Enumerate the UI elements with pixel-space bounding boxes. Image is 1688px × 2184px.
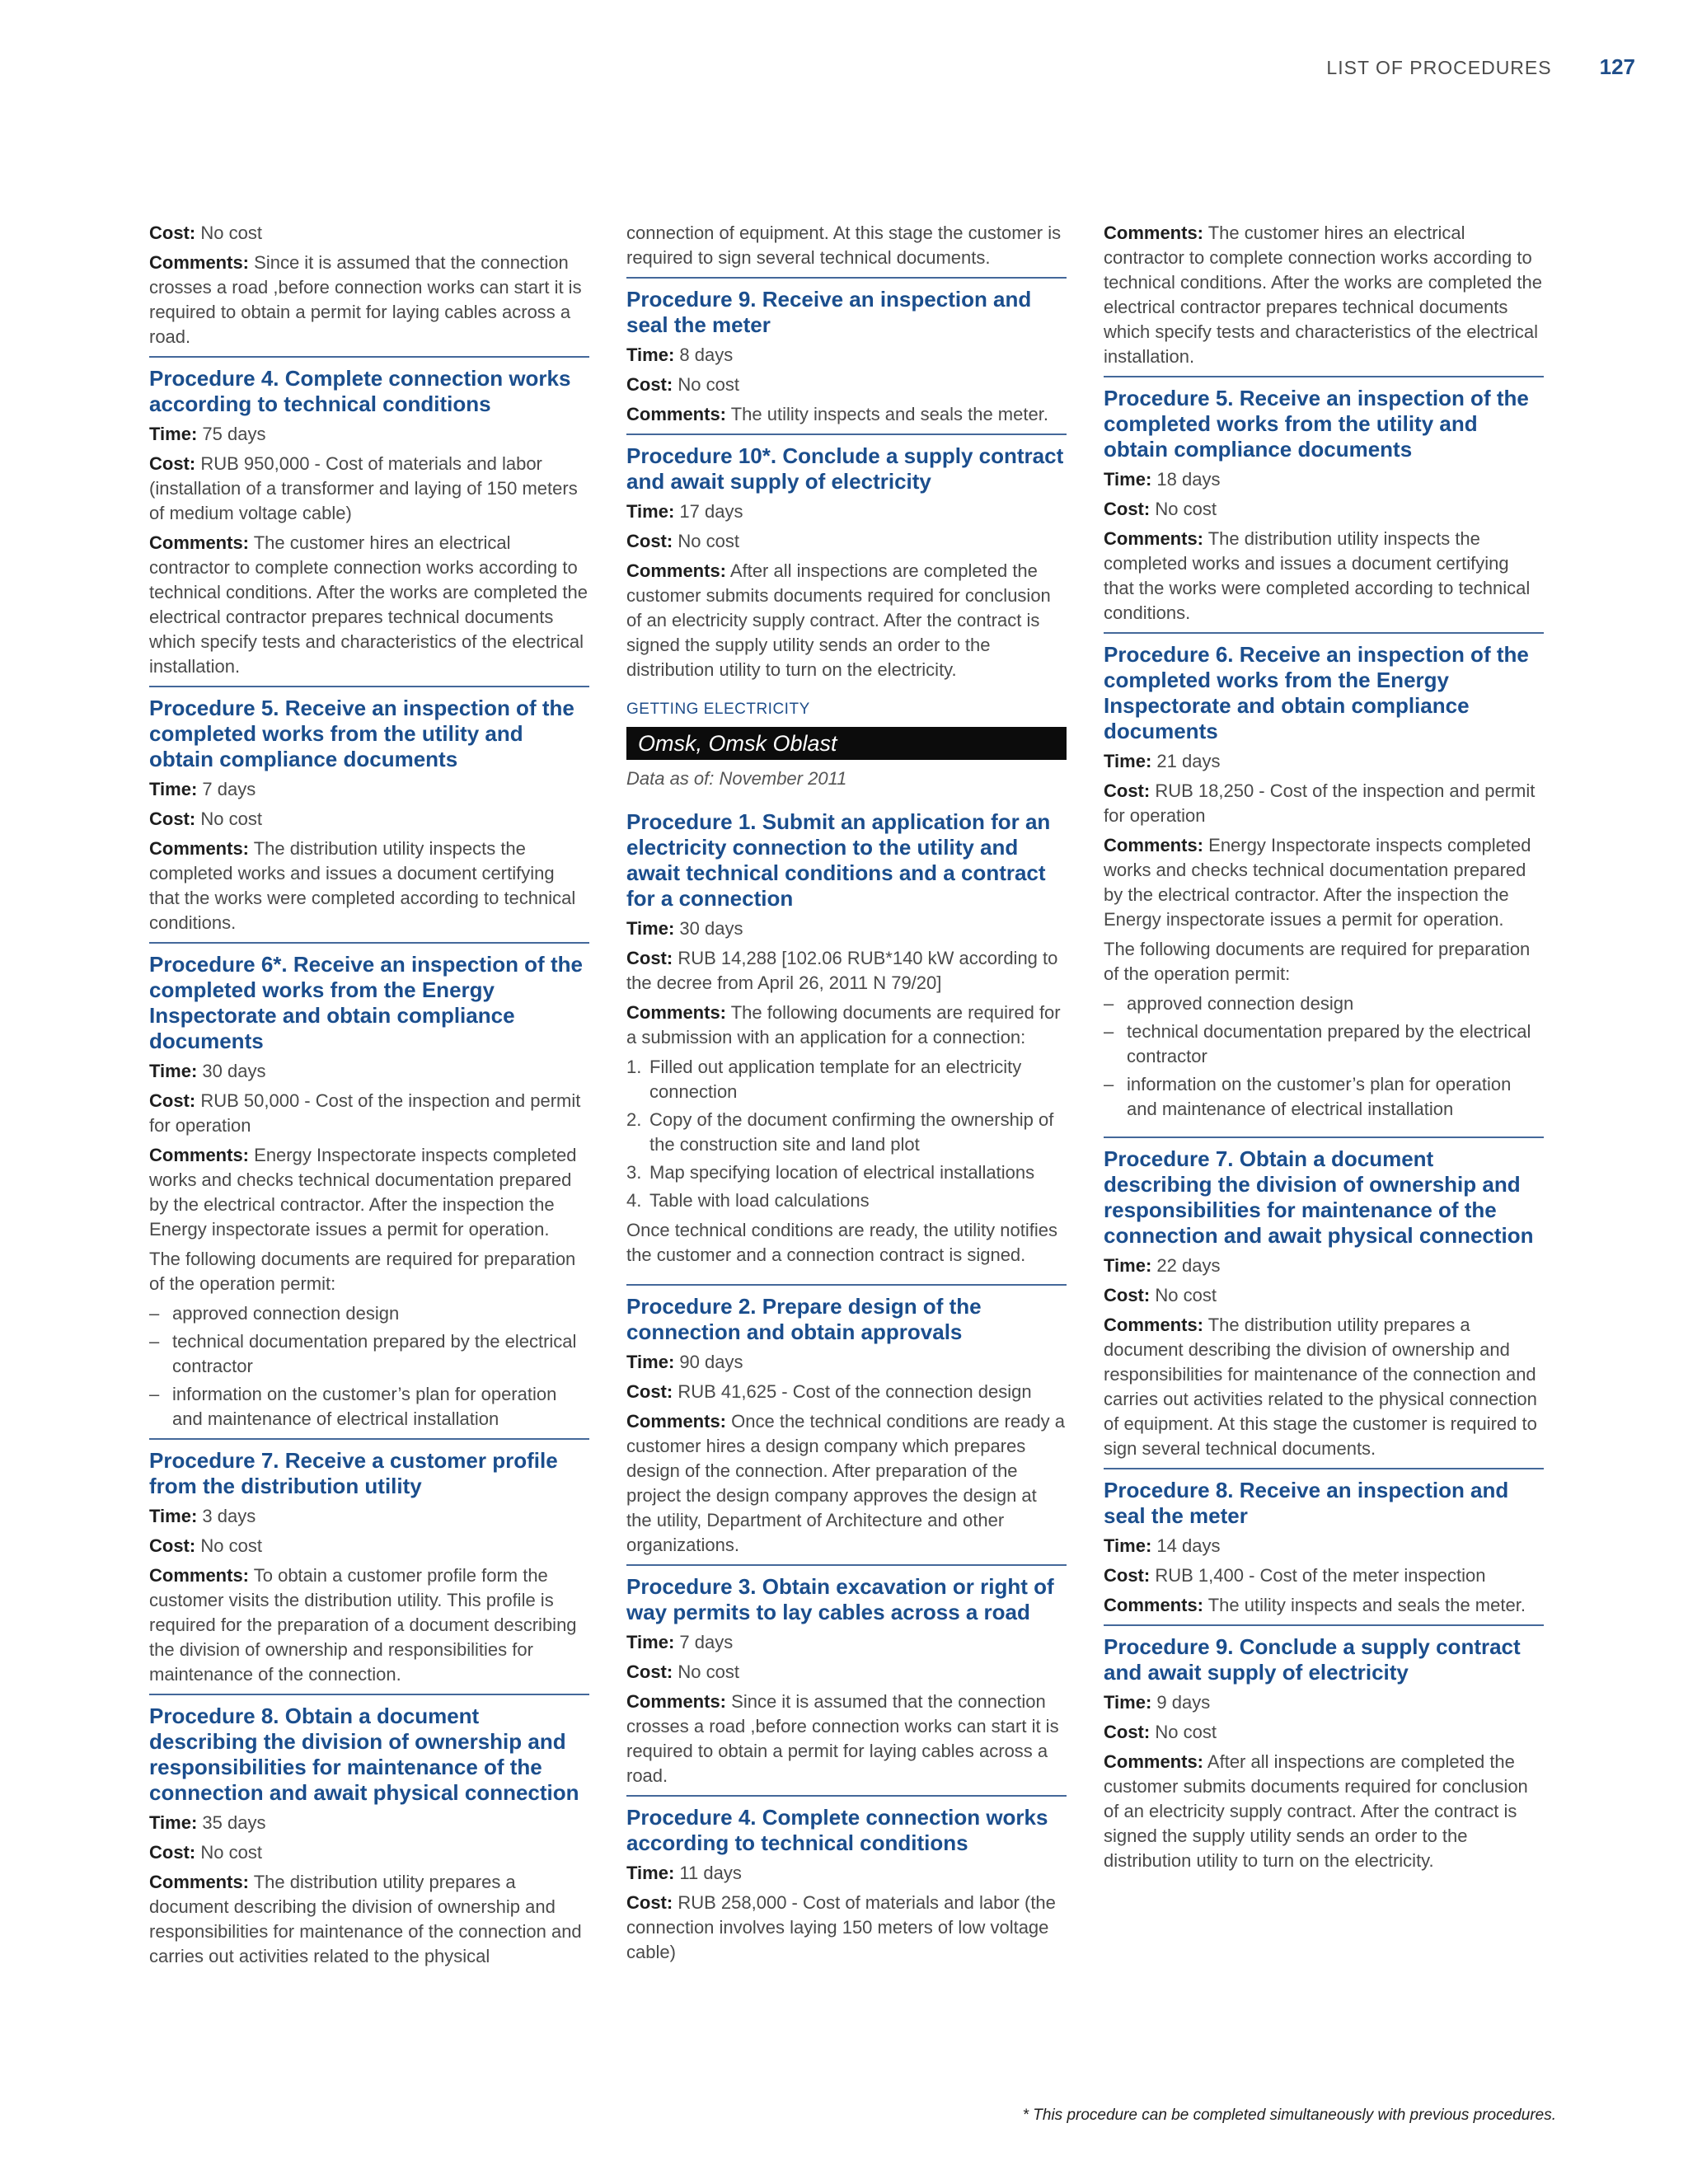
cost-value: RUB 41,625 - Cost of the connection design — [678, 1381, 1032, 1402]
time-value: 3 days — [202, 1506, 256, 1526]
time-value: 35 days — [202, 1812, 266, 1833]
cost-value: No cost — [1155, 1722, 1217, 1742]
procedure-2: Procedure 2. Prepare design of the connection and obtain approvals Time: 90 days Cost: RUB 41,625 - Cost of the connection design Comments: Once the technical conditions are ready a customer hires a design company which prepares design of the connection. After preparation of the project the design company approves the design at the utility, Department of Architecture and other organizations. — [626, 1284, 1067, 1558]
procedure-title: Procedure 6. Receive an inspection of the completed works from the Energy Inspectorate and obtain compliance documents — [1104, 632, 1544, 744]
comments-text: To obtain a customer profile form the customer visits the distribution utility. This profile is required for the preparation of a document describing the division of ownership and responsibilities for maintenance of the connection. — [149, 1565, 577, 1685]
procedure-title: Procedure 7. Obtain a document describing the division of ownership and responsibilities for maintenance of the connection and await physical connection — [1104, 1137, 1544, 1249]
footnote: * This procedure can be completed simultaneously with previous procedures. — [1022, 2107, 1556, 2124]
comments-text: Energy Inspectorate inspects completed works and checks technical documentation prepared by the electrical contractor. After the inspection the Energy inspectorate issues a permit for operation. — [1104, 835, 1531, 930]
cost-value: No cost — [200, 1535, 262, 1556]
column-1 — [149, 221, 589, 1974]
paragraph: The following documents are required for preparation of the operation permit: — [1104, 939, 1531, 984]
procedure-8-continuation: connection of equipment. At this stage the customer is required to sign several technical documents. — [626, 223, 1062, 268]
cost-value: RUB 18,250 - Cost of the inspection and permit for operation — [1104, 780, 1536, 826]
procedure-title: Procedure 6*. Receive an inspection of the completed works from the Energy Inspectorate and obtain compliance documents — [149, 942, 589, 1054]
cost-value: No cost — [200, 808, 262, 829]
column-3 — [1104, 221, 1544, 1878]
comments-text: The distribution utility inspects the completed works and issues a document certifying that the works were completed according to technical conditions. — [1104, 528, 1531, 623]
list-item: 2. Copy of the document confirming the ownership of the construction site and land plot — [626, 1109, 1054, 1155]
running-title: LIST OF PROCEDURES — [1326, 57, 1552, 78]
time-value: 75 days — [202, 424, 266, 444]
comments-text: The customer hires an electrical contractor to complete connection works according to technical conditions. After the works are completed the electrical contractor prepares technical documents which specify tests and characteristics of the electrical installation. — [1104, 223, 1542, 367]
procedure-7: Procedure 7. Receive a customer profile from the distribution utility Time: 3 days Cost: No cost Comments: To obtain a customer profile form the customer visits the distribution utility. This profile is required for the preparation of a document describing the division of ownership and responsibilities for maintenance of the connection. — [149, 1438, 589, 1687]
time-value: 22 days — [1156, 1255, 1221, 1276]
time-value: 14 days — [1156, 1535, 1221, 1556]
city-heading: Omsk, Omsk Oblast — [626, 727, 1067, 760]
time-value: 9 days — [1156, 1692, 1211, 1713]
list-item: 4. Table with load calculations — [626, 1190, 870, 1211]
procedure-3: Procedure 3. Obtain excavation or right of way permits to lay cables across a road Time: 7 days Cost: No cost Comments: Since it is assumed that the connection crosses a road ,before connection works can start it is required to obtain a permit for laying cables across a road. — [626, 1564, 1067, 1788]
list-item: – approved connection design — [1104, 991, 1544, 1016]
list-item: – information on the customer’s plan for operation and maintenance of electrical installation — [149, 1382, 589, 1432]
comments-text: Once the technical conditions are ready a customer hires a design company which prepares design of the connection. After preparation of the project the design company approves the design at the utility, Department of Architecture and other organizations. — [626, 1411, 1065, 1555]
time-value: 7 days — [679, 1632, 734, 1652]
cost-value: RUB 14,288 [102.06 RUB*140 kW according to the decree from April 26, 2011 N 79/20] — [626, 948, 1058, 993]
cost-value: No cost — [200, 223, 262, 243]
list-item: – technical documentation prepared by the electrical contractor — [149, 1329, 589, 1379]
time-value: 7 days — [202, 779, 256, 799]
procedure-title: Procedure 1. Submit an application for an electricity connection to the utility and await technical conditions and a contract for a connection — [626, 809, 1051, 911]
dash-list — [1104, 991, 1544, 1122]
procedure-4: Procedure 4. Complete connection works according to technical conditions Time: 75 days Cost: RUB 950,000 - Cost of materials and labor (installation of a transformer and laying of 150 meters of medium voltage cable) Comments: The customer hires an electrical contractor to complete connection works according to technical conditions. After the works are completed the electrical contractor prepares technical documents which specify tests and characteristics of the electrical installation. — [149, 356, 589, 679]
page-header — [1326, 54, 1635, 80]
procedure-title: Procedure 8. Receive an inspection and seal the meter — [1104, 1468, 1544, 1529]
column-2 — [626, 221, 1067, 1970]
procedure-title: Procedure 4. Complete connection works according to technical conditions — [149, 356, 589, 417]
time-value: 30 days — [679, 918, 743, 939]
time-value: 8 days — [679, 344, 734, 365]
dash-list — [149, 1301, 589, 1432]
procedure-4: Procedure 4. Complete connection works according to technical conditions Time: 11 days Cost: RUB 258,000 - Cost of materials and labor (the connection involves laying 150 meters of low voltage cable) — [626, 1795, 1067, 1965]
procedure-title: Procedure 3. Obtain excavation or right of way permits to lay cables across a road — [626, 1564, 1067, 1625]
procedure-title: Procedure 9. Conclude a supply contract and await supply of electricity — [1104, 1624, 1544, 1685]
cost-value: No cost — [678, 374, 739, 395]
paragraph: Once technical conditions are ready, the utility notifies the customer and a connection contract is signed. — [626, 1220, 1057, 1265]
comments-text: The utility inspects and seals the meter. — [1207, 1595, 1526, 1615]
procedure-5: Procedure 5. Receive an inspection of the completed works from the utility and obtain compliance documents Time: 7 days Cost: No cost Comments: The distribution utility inspects the completed works and issues a document certifying that the works were completed according to technical conditions. — [149, 686, 589, 935]
procedure-9: Procedure 9. Receive an inspection and seal the meter Time: 8 days Cost: No cost Comments: The utility inspects and seals the meter. — [626, 277, 1067, 427]
cost-value: No cost — [1155, 1285, 1217, 1305]
list-item: – approved connection design — [149, 1301, 589, 1326]
procedure-8: Procedure 8. Receive an inspection and seal the meter Time: 14 days Cost: RUB 1,400 - Cost of the meter inspection Comments: The utility inspects and seals the meter. — [1104, 1468, 1544, 1618]
time-value: 21 days — [1156, 751, 1221, 771]
procedure-1: Procedure 1. Submit an application for an electricity connection to the utility and await technical conditions and a contract for a connection Time: 30 days Cost: RUB 14,288 [102.06 RUB*140 kW according to the decree from April 26, 2011 N 79/20] Comments: The following documents are required for a submission with an application for a connection: 1. Filled out application template for an electricity connection 2. Copy of the document confirming the ownership of the construction site and land plot 3. Map specifying location of electrical installations 4. Table with load calculations Once technical conditions are ready, the utility notifies the customer and a connection contract is signed. — [626, 809, 1067, 1268]
procedure-4-continuation: Comments: The customer hires an electrical contractor to complete connection works according to technical conditions. After the works are completed the electrical contractor prepares technical documents which specify tests and characteristics of the electrical installation. — [1104, 223, 1542, 367]
comments-text: After all inspections are completed the customer submits documents required for conclusion of an electricity supply contract. After the contract is signed the supply utility sends an order to the distribution utility to turn on the electricity. — [1104, 1751, 1528, 1871]
procedure-title: Procedure 5. Receive an inspection of the completed works from the utility and obtain compliance documents — [149, 686, 589, 772]
procedure-title: Procedure 4. Complete connection works according to technical conditions — [626, 1795, 1067, 1856]
comments-text: Since it is assumed that the connection crosses a road ,before connection works can start it is required to obtain a permit for laying cables across a road. — [149, 252, 582, 347]
comments-text: Since it is assumed that the connection crosses a road ,before connection works can start it is required to obtain a permit for laying cables across a road. — [626, 1691, 1059, 1786]
comments-text: The following documents are required for a submission with an application for a connection: — [626, 1002, 1061, 1047]
list-item: 3. Map specifying location of electrical installations — [626, 1162, 1035, 1183]
cost-value: RUB 950,000 - Cost of materials and labor (installation of a transformer and laying of 150 meters of medium voltage cable) — [149, 453, 578, 523]
cost-value: No cost — [1155, 499, 1217, 519]
section-label: GETTING ELECTRICITY — [626, 701, 810, 718]
time-value: 18 days — [1156, 469, 1221, 490]
procedure-6: Procedure 6. Receive an inspection of the completed works from the Energy Inspectorate and obtain compliance documents Time: 21 days Cost: RUB 18,250 - Cost of the inspection and permit for operation Comments: Energy Inspectorate inspects completed works and checks technical documentation prepared by the electrical contractor. After the inspection the Energy inspectorate issues a permit for operation. The following documents are required for preparation of the operation permit: – approved connection design – technical documentation prepared by the electrical contractor – information on the customer’s plan for operation and maintenance of electrical installation — [1104, 632, 1544, 1122]
procedure-title: Procedure 7. Receive a customer profile from the distribution utility — [149, 1438, 589, 1499]
procedure-7: Procedure 7. Obtain a document describing the division of ownership and responsibilities for maintenance of the connection and await physical connection Time: 22 days Cost: No cost Comments: The distribution utility prepares a document describing the division of ownership and responsibilities for maintenance of the connection and carries out activities related to the physical connection of equipment. At this stage the customer is required to sign several technical documents. — [1104, 1137, 1544, 1461]
time-value: 90 days — [679, 1352, 743, 1372]
comments-text: After all inspections are completed the customer submits documents required for conclusion of an electricity supply contract. After the contract is signed the supply utility sends an order to the distribution utility to turn on the electricity. — [626, 560, 1051, 680]
procedure-8: Procedure 8. Obtain a document describing the division of ownership and responsibilities for maintenance of the connection and await physical connection Time: 35 days Cost: No cost Comments: The distribution utility prepares a document describing the division of ownership and responsibilities for maintenance of the connection and carries out activities related to the physical — [149, 1694, 589, 1969]
time-value: 17 days — [679, 501, 743, 522]
list-item: – information on the customer’s plan for operation and maintenance of electrical installation — [1104, 1072, 1544, 1122]
procedure-title: Procedure 5. Receive an inspection of the completed works from the utility and obtain compliance documents — [1104, 376, 1544, 462]
cost-value: RUB 50,000 - Cost of the inspection and permit for operation — [149, 1090, 581, 1136]
procedure-title: Procedure 8. Obtain a document describing the division of ownership and responsibilities for maintenance of the connection and await physical connection — [149, 1694, 589, 1806]
time-value: 30 days — [202, 1061, 266, 1081]
procedure-9: Procedure 9. Conclude a supply contract and await supply of electricity Time: 9 days Cost: No cost Comments: After all inspections are completed the customer submits documents required for conclusion of an electricity supply contract. After the contract is signed the supply utility sends an order to the distribution utility to turn on the electricity. — [1104, 1624, 1544, 1873]
procedure-5: Procedure 5. Receive an inspection of the completed works from the utility and obtain compliance documents Time: 18 days Cost: No cost Comments: The distribution utility inspects the completed works and issues a document certifying that the works were completed according to technical conditions. — [1104, 376, 1544, 626]
cost-value: No cost — [678, 531, 739, 551]
procedure-title: Procedure 2. Prepare design of the connection and obtain approvals — [626, 1284, 1067, 1345]
cost-value: RUB 258,000 - Cost of materials and labor (the connection involves laying 150 meters of low voltage cable) — [626, 1892, 1056, 1962]
numbered-list — [626, 1055, 1067, 1213]
list-item: – technical documentation prepared by the electrical contractor — [1104, 1019, 1544, 1069]
comments-text: The distribution utility inspects the completed works and issues a document certifying that the works were completed according to technical conditions. — [149, 838, 576, 933]
list-item: 1. Filled out application template for an electricity connection — [626, 1057, 1022, 1102]
data-as-of: Data as of: November 2011 — [626, 768, 847, 789]
comments-text: Energy Inspectorate inspects completed works and checks technical documentation prepared by the electrical contractor. After the inspection the Energy inspectorate issues a permit for operation. — [149, 1145, 577, 1240]
comments-text: The customer hires an electrical contractor to complete connection works according to technical conditions. After the works are completed the electrical contractor prepares technical documents which specify tests and characteristics of the electrical installation. — [149, 532, 588, 677]
cost-value: No cost — [678, 1661, 739, 1682]
comments-text: The distribution utility prepares a document describing the division of ownership and responsibilities for maintenance of the connection and carries out activities related to the physical — [149, 1872, 582, 1966]
comments-text: The distribution utility prepares a document describing the division of ownership and responsibilities for maintenance of the connection and carries out activities related to the physical connection of equipment. At this stage the customer is required to sign several technical documents. — [1104, 1315, 1537, 1459]
procedure-title: Procedure 9. Receive an inspection and seal the meter — [626, 277, 1067, 338]
procedure-10: Procedure 10*. Conclude a supply contract and await supply of electricity Time: 17 days Cost: No cost Comments: After all inspections are completed the customer submits documents required for conclusion of an electricity supply contract. After the contract is signed the supply utility sends an order to the distribution utility to turn on the electricity. — [626, 434, 1067, 682]
procedure-6: Procedure 6*. Receive an inspection of the completed works from the Energy Inspectorate and obtain compliance documents Time: 30 days Cost: RUB 50,000 - Cost of the inspection and permit for operation Comments: Energy Inspectorate inspects completed works and checks technical documentation prepared by the electrical contractor. After the inspection the Energy inspectorate issues a permit for operation. The following documents are required for preparation of the operation permit: – approved connection design – technical documentation prepared by the electrical contractor – information on the customer’s plan for operation and maintenance of electrical installation — [149, 942, 589, 1432]
cost-value: No cost — [200, 1842, 262, 1863]
cost-value: RUB 1,400 - Cost of the meter inspection — [1155, 1565, 1486, 1586]
page-number: 127 — [1599, 54, 1635, 79]
paragraph: The following documents are required for preparation of the operation permit: — [149, 1249, 576, 1294]
procedure-title: Procedure 10*. Conclude a supply contract and await supply of electricity — [626, 434, 1067, 494]
time-value: 11 days — [679, 1863, 742, 1883]
procedure-3-continuation: Cost: No cost Comments: Since it is assumed that the connection crosses a road ,before connection works can start it is required to obtain a permit for laying cables across a road. — [149, 223, 582, 347]
comments-text: The utility inspects and seals the meter. — [730, 404, 1048, 424]
